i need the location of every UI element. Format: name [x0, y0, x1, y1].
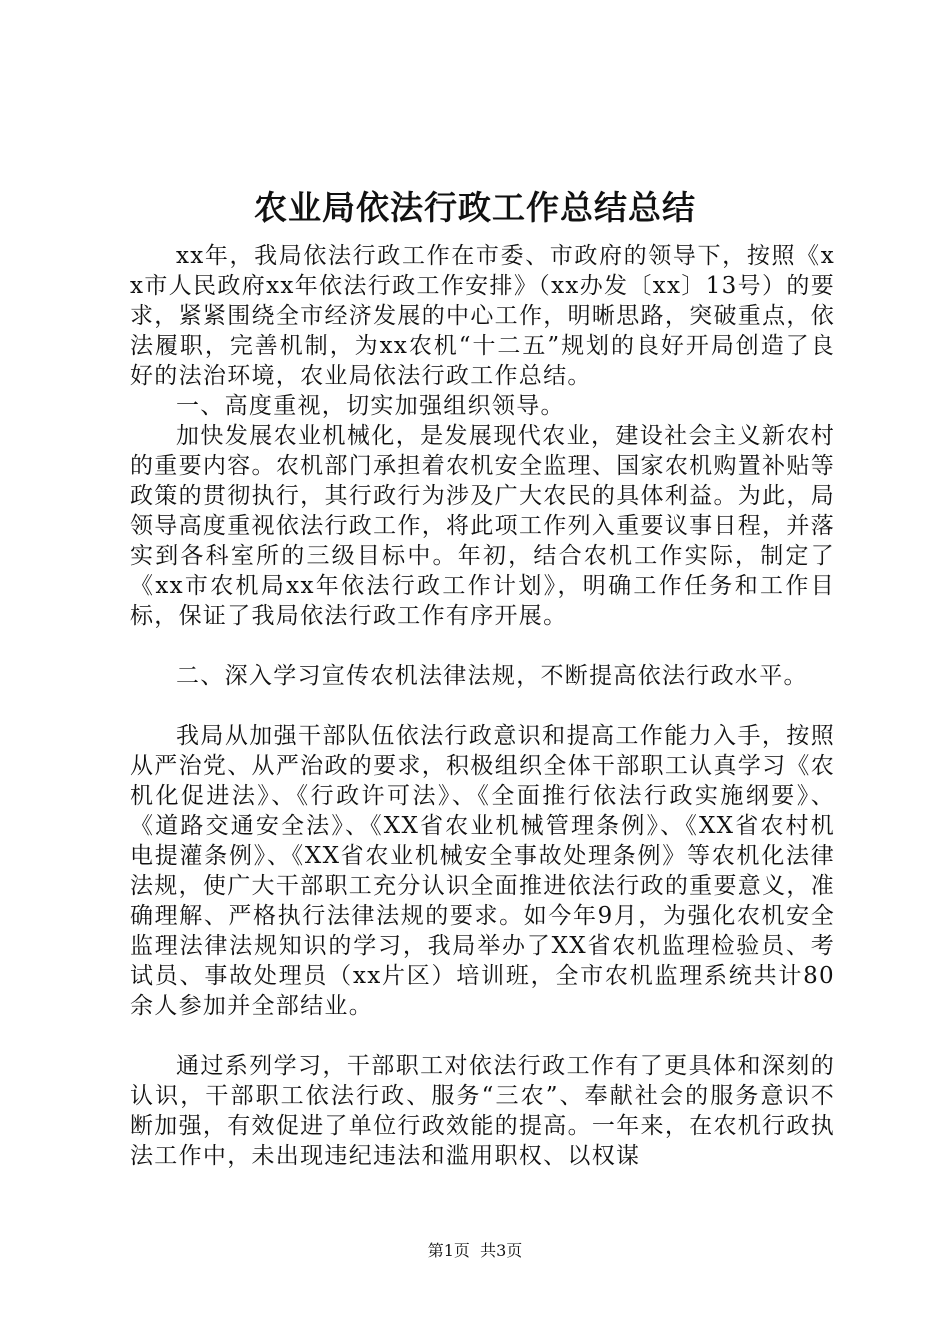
paragraph-section-2: 我局从加强干部队伍依法行政意识和提高工作能力入手，按照从严治党、从严治政的要求，积极组织全体干部职工认真学习《农机化促进法》、《行政许可法》、《全面推行依法行政实施纲要》、《道路交通安全法》、《XX省农业机械管理条例》、《XX省农村机电提灌条例》、《XX省农业机械安全事故处理条例》等农机化法律法规，使广大干部职工充分认识全面推进依法行政的重要意义，准确理解、严格执行法律法规的要求。如今年9月，为强化农机安全监理法律法规知识的学习，我局举办了XX省农机监理检验员、考试员、事故处理员（xx片区）培训班，全市农机监理系统共计80余人参加并全部结业。 — [130, 723, 835, 1019]
section-heading-1: 一、高度重视，切实加强组织领导。 — [176, 393, 565, 419]
paragraph-gap — [130, 631, 835, 661]
document-title: 农业局依法行政工作总结总结 — [254, 188, 696, 227]
document-body — [130, 241, 835, 1171]
paragraph-intro: xx年，我局依法行政工作在市委、市政府的领导下，按照《xx市人民政府xx年依法行政工作安排》（xx办发〔xx〕13号）的要求，紧紧围绕全市经济发展的中心工作，明晰思路，突破重点，依法履职，完善机制，为xx农机“十二五”规划的良好开局创造了良好的法治环境，农业局依法行政工作总结。 — [130, 243, 835, 389]
paragraph-gap — [130, 1021, 835, 1051]
section-heading-2: 二、深入学习宣传农机法律法规，不断提高依法行政水平。 — [176, 663, 808, 689]
page-total: 共3页 — [480, 1241, 523, 1260]
page-number: 第1页 — [427, 1241, 470, 1260]
page-footer — [0, 1241, 950, 1261]
paragraph-gap — [130, 691, 835, 721]
paragraph-section-1: 加快发展农业机械化，是发展现代农业，建设社会主义新农村的重要内容。农机部门承担着农机安全监理、国家农机购置补贴等政策的贯彻执行，其行政行为涉及广大农民的具体利益。为此，局领导高度重视依法行政工作，将此项工作列入重要议事日程，并落实到各科室所的三级目标中。年初，结合农机工作实际，制定了《xx市农机局xx年依法行政工作计划》，明确工作任务和工作目标，保证了我局依法行政工作有序开展。 — [130, 423, 835, 629]
paragraph-section-2-continued: 通过系列学习，干部职工对依法行政工作有了更具体和深刻的认识，干部职工依法行政、服务“三农”、奉献社会的服务意识不断加强，有效促进了单位行政效能的提高。一年来，在农机行政执法工作中，未出现违纪违法和滥用职权、以权谋 — [130, 1053, 835, 1169]
